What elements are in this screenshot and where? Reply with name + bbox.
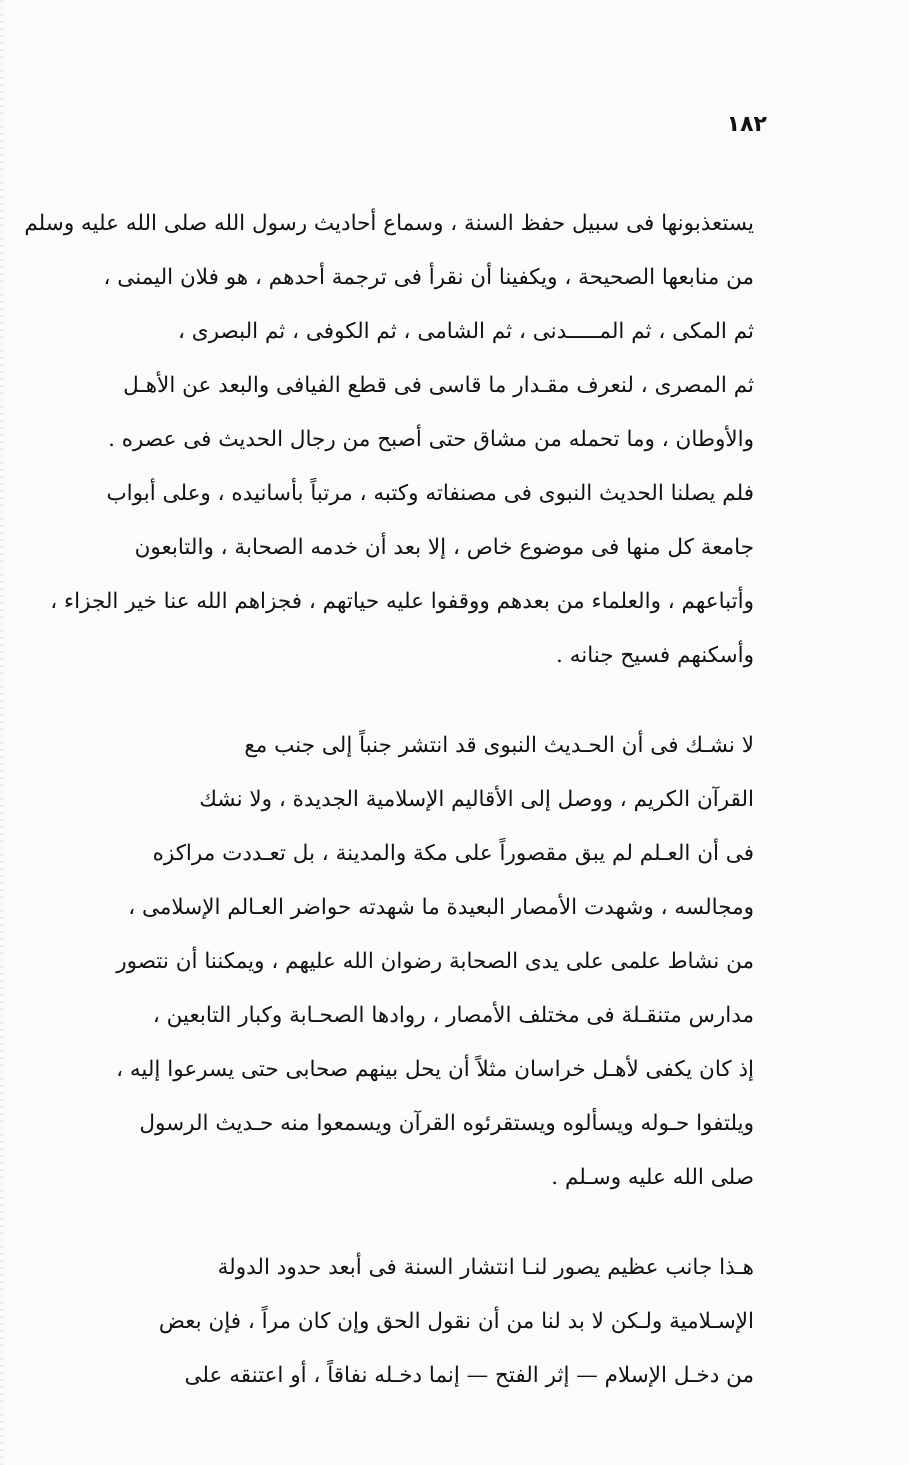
text-line: صلى الله عليه وسـلم . xyxy=(551,1165,754,1190)
text-line: القرآن الكريم ، ووصل إلى الأقاليم الإسلامية الجديدة ، ولا نشك xyxy=(199,787,754,812)
text-line: والأوطان ، وما تحمله من مشاق حتى أصبح من رجال الحديث فى عصره . xyxy=(108,427,754,452)
page-edge-shadow xyxy=(0,0,4,1465)
text-line: مدارس متنقـلة فى مختلف الأمصار ، روادها الصحـابة وكبار التابعين ، xyxy=(152,1003,754,1028)
text-line: من نشاط علمى على يدى الصحابة رضوان الله عليهم ، ويمكننا أن نتصور xyxy=(116,949,754,974)
text-line: فلم يصلنا الحديث النبوى فى مصنفاته وكتبه ، مرتباً بأسانيده ، وعلى أبواب xyxy=(106,481,754,506)
text-line: يستعذبونها فى سبيل حفظ السنة ، وسماع أحاديث رسول الله صلى الله عليه وسلم xyxy=(24,211,754,236)
text-line: ومجالسه ، وشهدت الأمصار البعيدة ما شهدته حواضر العـالم الإسلامى ، xyxy=(128,895,754,920)
text-line: فى أن العـلم لم يبق مقصوراً على مكة والمدينة ، بل تعـددت مراكزه xyxy=(152,841,754,866)
text-line: الإسـلامية ولـكن لا بد لنا من أن نقول الحق وإن كان مراً ، فإن بعض xyxy=(158,1309,754,1334)
text-line: وأتباعهم ، والعلماء من بعدهم ووقفوا عليه حياتهم ، فجزاهم الله عنا خير الجزاء ، xyxy=(50,589,754,614)
text-line: من دخـل الإسلام — إثر الفتح — إنما دخـله نفاقاً ، أو اعتنقه على xyxy=(184,1363,754,1388)
text-line: وأسكنهم فسيح جنانه . xyxy=(556,643,754,668)
paragraph-1 xyxy=(24,197,754,683)
text-line: إذ كان يكفى لأهـل خراسان مثلاً أن يحل بينهم صحابى حتى يسرعوا إليه ، xyxy=(116,1057,754,1082)
text-line: من منابعها الصحيحة ، ويكفينا أن نقرأ فى ترجمة أحدهم ، هو فلان اليمنى ، xyxy=(103,265,754,290)
text-line: لا نشـك فى أن الحـديث النبوى قد انتشر جنباً إلى جنب مع xyxy=(244,733,754,758)
text-line: هـذا جانب عظيم يصور لنـا انتشار السنة فى أبعد حدود الدولة xyxy=(217,1255,754,1280)
paragraph-2 xyxy=(99,719,754,1205)
paragraph-gap xyxy=(99,1205,754,1241)
text-line: ثم المكى ، ثم المـــــدنى ، ثم الشامى ، ثم الكوفى ، ثم البصرى ، xyxy=(178,319,754,344)
text-line: ويلتفوا حـوله ويسألوه ويستقرئوه القرآن ويسمعوا منه حـديث الرسول xyxy=(139,1111,754,1136)
paragraph-gap xyxy=(99,683,754,719)
text-line: جامعة كل منها فى موضوع خاص ، إلا بعد أن خدمه الصحابة ، والتابعون xyxy=(134,535,754,560)
page-number: ١٨٢ xyxy=(726,112,767,137)
body-text xyxy=(24,197,754,1403)
paragraph-3 xyxy=(99,1241,754,1403)
text-line: ثم المصرى ، لنعرف مقـدار ما قاسى فى قطع الفيافى والبعد عن الأهـل xyxy=(123,373,754,398)
